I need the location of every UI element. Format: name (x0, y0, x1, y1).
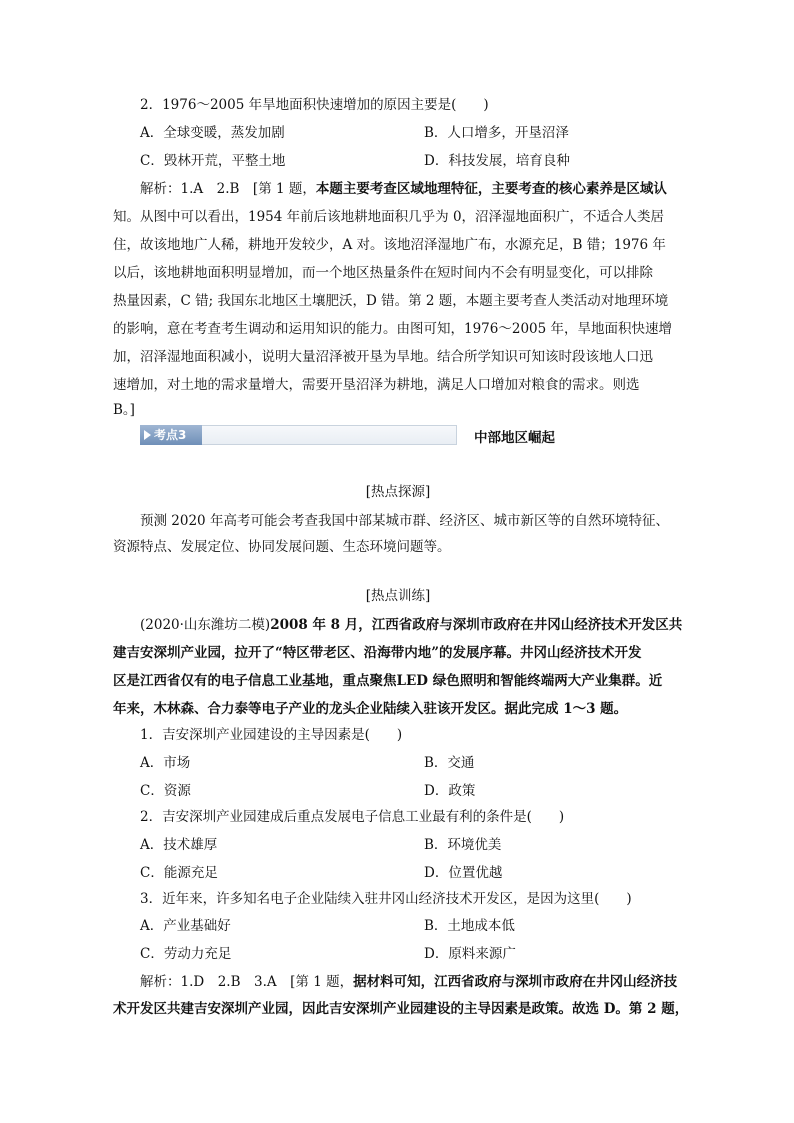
analysis2-answers: 1.D 2.B 3.A [第 1 题， (180, 974, 354, 990)
hot-source-heading: [热点探源] (365, 484, 431, 500)
training-source: (2020·山东潍坊二模) (140, 617, 271, 633)
analysis-line: 知。从图中可以看出，1954 年前后该地耕地面积几乎为 0，沼泽湿地面积广，不适合人类居 (113, 209, 665, 225)
analysis2-bold-text: 据材料可知，江西省政府与深圳市政府在井冈山经济技 (353, 974, 678, 990)
play-arrow-icon (144, 430, 151, 440)
analysis-line: 以后，该地耕地面积明显增加，而一个地区热量条件在短时间内不会有明显变化，可以排除 (113, 265, 653, 281)
hot-source-line: 资源特点、发展定位、协同发展问题、生态环境问题等。 (113, 539, 451, 555)
q2-option-d: D．位置优越 (424, 865, 503, 881)
analysis-line: 的影响，意在考查考生调动和运用知识的能力。由图可知，1976～2005 年，旱地面积快速增 (113, 321, 673, 337)
training-line: 年来，木林森、合力泰等电子产业的龙头企业陆续入驻该开发区。据此完成 1～3 题。 (113, 701, 628, 717)
q1-option-c: C．资源 (140, 783, 191, 799)
option-c: C．毁林开荒，平整土地 (140, 153, 286, 169)
training-line: 建吉安深圳产业园，拉开了“特区带老区、沿海带内地”的发展序幕。井冈山经济技术开发 (113, 645, 642, 661)
analysis-line: B。] (113, 402, 135, 418)
training-first-line (140, 617, 685, 633)
analysis2-label: 解析： (140, 974, 181, 990)
training-line: 区是江西省仅有的电子信息工业基地，重点聚焦LED 绿色照明和智能终端两大产业集群。近 (113, 673, 663, 689)
analysis2-line: 术开发区共建吉安深圳产业园，因此吉安深圳产业园建设的主导因素是政策。故选 D。第 2 题， (113, 1001, 689, 1017)
analysis-line: 速增加，对土地的需求量增大，需要开垦沼泽为耕地，满足人口增加对粮食的需求。则选 (113, 377, 640, 393)
q2-option-c: C．能源充足 (140, 865, 218, 881)
hot-training-heading: [热点训练] (365, 588, 431, 604)
analysis-line: 加，沼泽湿地面积减小，说明大量沼泽被开垦为旱地。结合所学知识可知该时段该地人口迅 (113, 349, 653, 365)
q3-option-b: B．土地成本低 (424, 918, 515, 934)
analysis-label: 解析： (140, 181, 181, 197)
analysis-answers: 1.A 2.B [第 1 题， (180, 181, 316, 197)
analysis-bold-text: 本题主要考查区域地理特征，主要考查的核心素养是区域认 (315, 181, 667, 197)
question-3-stem: 3．近年来，许多知名电子企业陆续入驻井冈山经济技术开发区，是因为这里( ) (140, 891, 632, 907)
q3-option-a: A．产业基础好 (140, 918, 231, 934)
question-stem: 2．1976～2005 年旱地面积快速增加的原因主要是( ) (140, 97, 489, 113)
q2-option-b: B．环境优美 (424, 837, 502, 853)
analysis-line: 住，故该地地广人稀，耕地开发较少，A 对。该地沼泽湿地广布，水源充足，B 错；1976 年 (113, 237, 666, 253)
question-2-stem: 2．吉安深圳产业园建成后重点发展电子信息工业最有利的条件是( ) (140, 809, 565, 825)
training-text: 2008 年 8 月，江西省政府与深圳市政府在井冈山经济技术开发区共 (270, 617, 683, 633)
hot-source-line: 预测 2020 年高考可能会考查我国中部某城市群、经济区、城市新区等的自然环境特征、 (140, 513, 669, 529)
q3-option-c: C．劳动力充足 (140, 946, 232, 962)
q1-option-b: B．交通 (424, 755, 475, 771)
q1-option-a: A．市场 (140, 755, 191, 771)
question-1-stem: 1．吉安深圳产业园建设的主导因素是( ) (140, 727, 403, 743)
analysis2-first-line (140, 974, 685, 990)
section-tag-label: 考点3 (154, 428, 187, 442)
q3-option-d: D．原料来源广 (424, 946, 516, 962)
q1-option-d: D．政策 (424, 783, 476, 799)
analysis-line: 热量因素，C 错; 我国东北地区土壤肥沃，D 错。第 2 题，本题主要考查人类活动对地理环境 (113, 293, 669, 309)
section-title: 中部地区崛起 (474, 430, 555, 446)
option-a: A．全球变暖，蒸发加剧 (140, 125, 285, 141)
q2-option-a: A．技术雄厚 (140, 837, 218, 853)
analysis-first-line (140, 181, 684, 197)
option-b: B．人口增多，开垦沼泽 (424, 125, 569, 141)
section-tag (140, 425, 202, 445)
option-d: D．科技发展，培育良种 (424, 153, 570, 169)
